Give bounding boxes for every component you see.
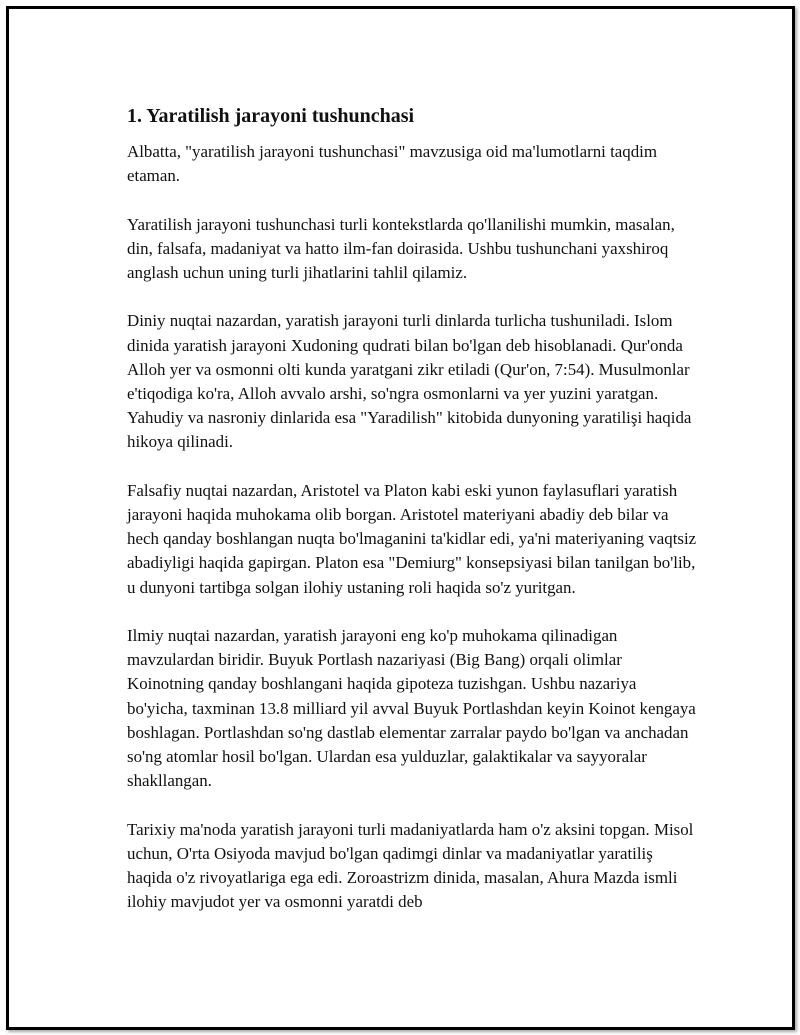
paragraph-religious: Diniy nuqtai nazardan, yaratish jarayoni turli dinlarda turlicha tushuniladi. Islom dinida yaratish jarayoni Xudoning qudrati bilan bo'lgan deb hisoblanadi. Qur'onda Alloh yer va osmonni olti kunda yaratgani zikr etiladi (Qur'on, 7:54). Musulmonlar e'tiqodiga ko'ra, Alloh avvalo arshi, so'ngra osmonlarni va yer yuzini yaratgan. Yahudiy va nasroniy dinlarida esa "Yaradilish" kitobida dunyoning yaratilişi haqida hikoya qilinadi. <box>127 311 692 452</box>
paragraph-historical: Tarixiy ma'noda yaratish jarayoni turli madaniyatlarda ham o'z aksini topgan. Misol uchun, O'rta Osiyoda mavjud bo'lgan qadimgi dinlar va madaniyatlar yaratiliş haqida o'z rivoyatlariga ega edi. Zoroastrizm dinida, masalan, Ahura Mazda ismli ilohiy mavjudot yer va osmonni yaratdi deb <box>127 819 694 912</box>
section-heading: 1. Yaratilish jarayoni tushunchasi <box>127 105 415 127</box>
paragraph-philosophical: Falsafiy nuqtai nazardan, Aristotel va Platon kabi eski yunon faylasuflari yaratish jarayoni haqida muhokama olib borgan. Aristotel materiyani abadiy deb bilar va hech qanday boshlangan nuqta bo'lmaganini ta'kidlar edi, ya'ni materiyaning vaqtsiz abadiyligi haqida gapirgan. Platon esa "Demiurg" konsepsiyasi bilan tanilgan bo'lib, u dunyoni tartibga solgan ilohiy ustaning roli haqida so'z yuritgan. <box>127 480 697 597</box>
paragraph-intro: Albatta, "yaratilish jarayoni tushunchasi" mavzusiga oid ma'lumotlarni taqdim etaman. <box>127 142 658 186</box>
document-body <box>127 104 697 939</box>
paragraph-scientific: Ilmiy nuqtai nazardan, yaratish jarayoni eng ko'p muhokama qilinadigan mavzulardan biridir. Buyuk Portlash nazariyasi (Big Bang) orqali olimlar Koinotning qanday boshlangani haqida gipoteza tuzishgan. Ushbu nazariya bo'yicha, taxminan 13.8 milliard yil avval Buyuk Portlashdan keyin Koinot kengaya boshlagan. Portlashdan so'ng dastlab elementar zarralar paydo bo'lgan va anchadan so'ng atomlar hosil bo'lgan. Ulardan esa yulduzlar, galaktikalar va sayyoralar shakllangan. <box>127 626 696 791</box>
paragraph-contexts: Yaratilish jarayoni tushunchasi turli kontekstlarda qo'llanilishi mumkin, masalan, din, falsafa, madaniyat va hatto ilm-fan doirasida. Ushbu tushunchani yaxshiroq anglash uchun uning turli jihatlarini tahlil qilamiz. <box>127 214 675 282</box>
page-frame <box>6 6 795 1030</box>
